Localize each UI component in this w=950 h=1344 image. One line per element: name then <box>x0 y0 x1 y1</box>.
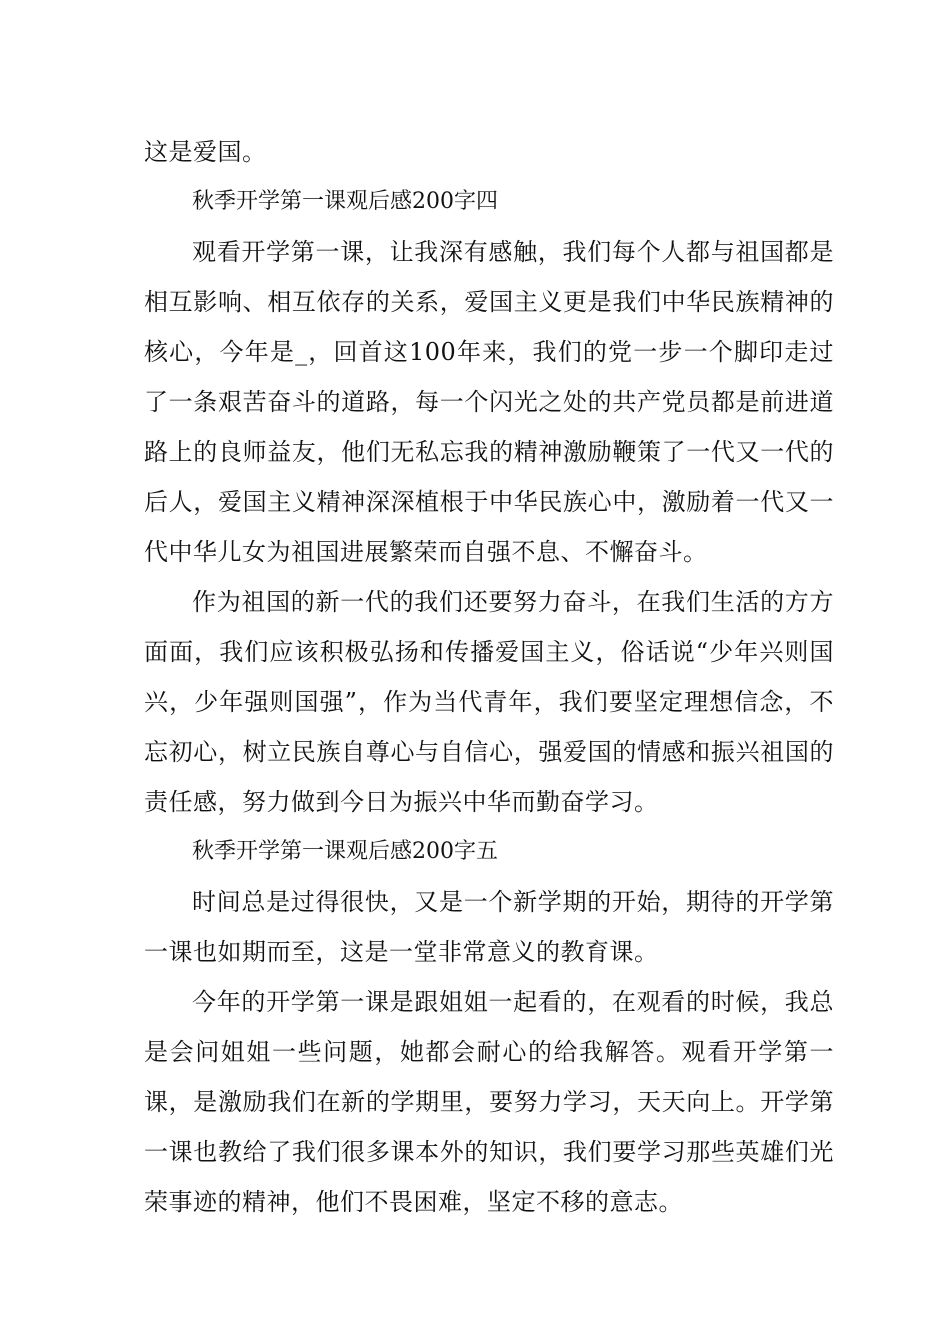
paragraph: 时间总是过得很快，又是一个新学期的开始，期待的开学第一课也如期而至，这是一堂非常意义的教育课。 <box>144 888 834 966</box>
section-heading-5: 秋季开学第一课观后感200字五 <box>192 839 498 864</box>
paragraph: 作为祖国的新一代的我们还要努力奋斗，在我们生活的方方面面，我们应该积极弘扬和传播爱国主义，俗话说“少年兴则国兴，少年强则国强”，作为当代青年，我们要坚定理想信念，不忘初心，树立民族自尊心与自信心，强爱国的情感和振兴祖国的责任感，努力做到今日为振兴中华而勤奋学习。 <box>144 588 834 816</box>
paragraph: 今年的开学第一课是跟姐姐一起看的，在观看的时候，我总是会问姐姐一些问题，她都会耐心的给我解答。观看开学第一课，是激励我们在新的学期里，要努力学习，天天向上。开学第一课也教给了我们很多课本外的知识，我们要学习那些英雄们光荣事迹的精神，他们不畏困难，坚定不移的意志。 <box>144 988 834 1216</box>
paragraph: 观看开学第一课，让我深有感触，我们每个人都与祖国都是相互影响、相互依存的关系，爱国主义更是我们中华民族精神的核心，今年是_，回首这100年来，我们的党一步一个脚印走过了一条艰苦奋斗的道路，每一个闪光之处的共产党员都是前进道路上的良师益友，他们无私忘我的精神激励鞭策了一代又一代的后人，爱国主义精神深深植根于中华民族心中，激励着一代又一代中华儿女为祖国进展繁荣而自强不息、不懈奋斗。 <box>144 238 834 566</box>
paragraph-closing: 这是爱国。 <box>144 138 267 166</box>
document-page <box>144 127 834 1227</box>
section-heading-4: 秋季开学第一课观后感200字四 <box>192 189 498 214</box>
